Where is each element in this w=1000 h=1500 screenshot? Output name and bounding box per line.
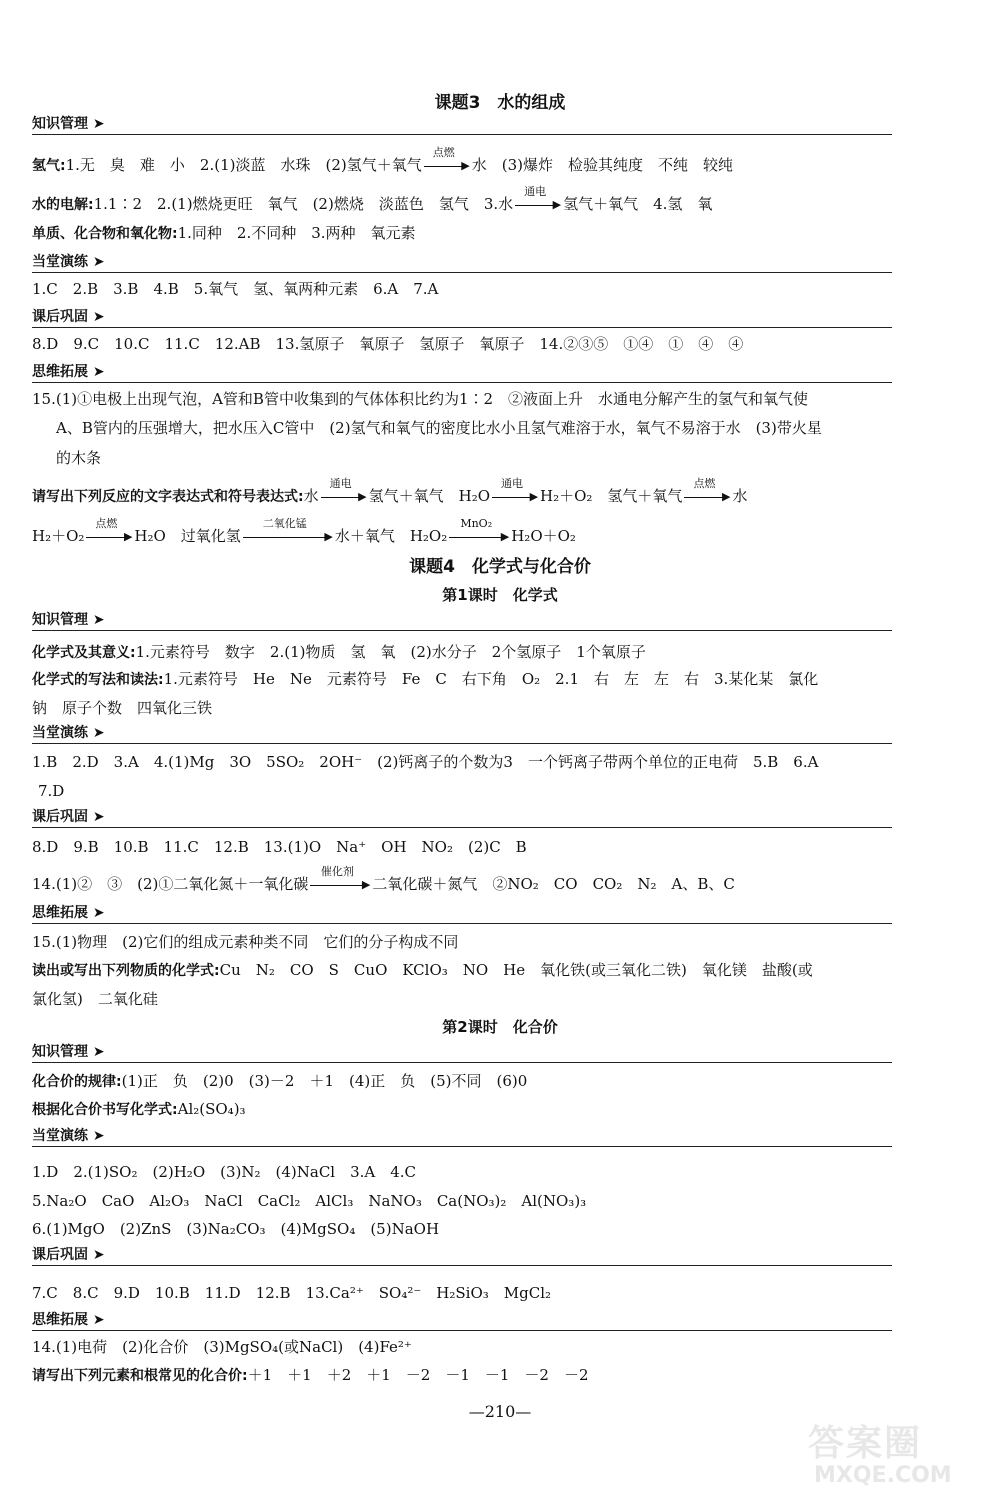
answer-line: 的木条 [56, 449, 102, 467]
arrow-condition: 通电 [501, 477, 524, 490]
lesson-title-3: 课题3 水的组成 [434, 93, 566, 113]
line-text: 14.(1)② ③ (2)①二氧化氮＋一氧化碳 [32, 875, 309, 893]
answer-line: 15.(1)物理 (2)它们的组成元素种类不同 它们的分子构成不同 [32, 933, 459, 951]
line-text: 氢气＋氧气 H₂O [368, 487, 491, 505]
line-text: H₂＋O₂ 氢气＋氧气 [540, 487, 683, 505]
answer-line [32, 669, 902, 690]
line-text: H₂O 过氧化氢 [134, 527, 241, 545]
answer-line: 8.D 9.B 10.B 11.C 12.B 13.(1)O Na⁺ OH NO₂ (2)C B [32, 838, 527, 856]
answer-line: 钠 原子个数 四氧化三铁 [32, 699, 213, 717]
line-text: 水＋氧气 H₂O₂ [334, 527, 448, 545]
reaction-arrow: 二氧化锰 ▶ [243, 527, 333, 541]
answer-line [32, 642, 902, 663]
section-label: 知识管理 ➤ [32, 1041, 109, 1061]
answer-line [32, 517, 902, 546]
line-text: 水 [303, 487, 319, 505]
answer-line: 6.(1)MgO (2)ZnS (3)Na₂CO₃ (4)MgSO₄ (5)NaOH [32, 1220, 440, 1238]
section-label: 思维拓展 ➤ [32, 361, 109, 381]
lesson-subtitle: 第2课时 化合价 [442, 1018, 558, 1036]
line-text: H₂O＋O₂ [511, 527, 576, 545]
watermark-logo [808, 1415, 993, 1497]
line-heading: 请写出下列元素和根常见的化合价: [32, 1368, 248, 1384]
answer-line [32, 477, 902, 507]
arrow-condition: MnO₂ [460, 517, 493, 530]
line-text: Cu N₂ CO S CuO KClO₃ NO He 氧化铁(或三氧化二铁) 氧化镁 盐酸(或 [219, 961, 813, 979]
section-label: 当堂演练 ➤ [32, 1125, 109, 1145]
section-header [32, 362, 892, 383]
section-label: 思维拓展 ➤ [32, 1309, 109, 1329]
reaction-arrow: 通电 ▶ [492, 487, 538, 501]
reaction-arrow: 通电 ▶ [515, 195, 561, 209]
answer-line: 1.D 2.(1)SO₂ (2)H₂O (3)N₂ (4)NaCl 3.A 4.C [32, 1163, 417, 1181]
section-header [32, 114, 892, 135]
answer-line: 1.C 2.B 3.B 4.B 5.氧气 氢、氧两种元素 6.A 7.A [32, 280, 439, 298]
answer-line [32, 223, 902, 244]
section-label: 知识管理 ➤ [32, 113, 109, 133]
answer-line: 氯化氢) 二氧化硅 [32, 990, 158, 1008]
line-text: 1.无 臭 难 小 2.(1)淡蓝 水珠 (2)氢气＋氧气 [65, 156, 422, 174]
reaction-arrow: 点燃 ▶ [86, 527, 132, 541]
line-heading: 根据化合价书写化学式: [32, 1102, 178, 1118]
lesson-subtitle: 第1课时 化学式 [442, 586, 558, 604]
line-heading: 读出或写出下列物质的化学式: [32, 963, 220, 979]
section-label: 知识管理 ➤ [32, 609, 109, 629]
reaction-arrow: 通电 ▶ [321, 487, 367, 501]
line-text: 水 (3)爆炸 检验其纯度 不纯 较纯 [471, 156, 733, 174]
reaction-arrow: 点燃 ▶ [684, 487, 730, 501]
answer-line [32, 185, 902, 215]
section-header [32, 1042, 892, 1063]
section-label: 课后巩固 ➤ [32, 1244, 109, 1264]
answer-line [32, 1365, 902, 1386]
line-text: 1.1∶2 2.(1)燃烧更旺 氧气 (2)燃烧 淡蓝色 氢气 3.水 [93, 195, 514, 213]
answer-line [32, 960, 902, 981]
arrow-condition: 通电 [524, 185, 547, 198]
reaction-arrow: 催化剂 ▶ [310, 875, 370, 889]
line-heading: 化学式的写法和读法: [32, 672, 164, 688]
section-header [32, 610, 892, 631]
line-heading: 氢气: [32, 158, 66, 174]
answer-line: A、B管内的压强增大，把水压入C管中 (2)氢气和氧气的密度比水小且氢气难溶于水，氧气不易溶于水 (3)带火星 [56, 419, 822, 437]
section-header [32, 252, 892, 273]
section-label: 课后巩固 ➤ [32, 806, 109, 826]
answer-line: 14.(1)电荷 (2)化合价 (3)MgSO₄(或NaCl) (4)Fe²⁺ [32, 1338, 412, 1356]
line-text: 1.元素符号 He Ne 元素符号 Fe C 右下角 O₂ 2.1 右 左 左 右 3.某化某 氯化 [163, 670, 819, 688]
answer-line: 5.Na₂O CaO Al₂O₃ NaCl CaCl₂ AlCl₃ NaNO₃ Ca(NO₃)₂ Al(NO₃)₃ [32, 1192, 587, 1210]
section-header [32, 807, 892, 828]
arrow-condition: 通电 [329, 477, 352, 490]
line-text: 二氧化碳＋氮气 ②NO₂ CO CO₂ N₂ A、B、C [372, 875, 735, 893]
arrow-condition: 二氧化锰 [262, 517, 307, 530]
section-label: 课后巩固 ➤ [32, 306, 109, 326]
section-header [32, 307, 892, 328]
line-text: 1.同种 2.不同种 3.两种 氧元素 [177, 224, 416, 242]
line-text: 1.元素符号 数字 2.(1)物质 氢 氧 (2)水分子 2个氢原子 1个氧原子 [135, 643, 646, 661]
answer-line [32, 1099, 902, 1120]
page-number: —210— [468, 1402, 532, 1421]
section-header [32, 723, 892, 744]
answer-line: 1.B 2.D 3.A 4.(1)Mg 3O 5SO₂ 2OH⁻ (2)钙离子的个数为3 一个钙离子带两个单位的正电荷 5.B 6.A [32, 753, 819, 771]
lesson-title-4: 课题4 化学式与化合价 [409, 557, 591, 577]
answer-line [32, 146, 902, 176]
arrow-condition: 点燃 [432, 146, 455, 159]
line-heading: 化学式及其意义: [32, 645, 136, 661]
arrow-condition: 点燃 [95, 517, 118, 530]
line-heading: 请写出下列反应的文字表达式和符号表达式: [32, 489, 304, 505]
section-label: 思维拓展 ➤ [32, 902, 109, 922]
reaction-arrow: MnO₂ ▶ [449, 527, 509, 541]
line-text: H₂＋O₂ [32, 527, 85, 545]
answer-line: 7.D [38, 782, 65, 800]
line-text: 氢气＋氧气 4.氢 氧 [563, 195, 713, 213]
section-header [32, 1310, 892, 1331]
line-text: Al₂(SO₄)₃ [177, 1100, 246, 1118]
line-text: ＋1 ＋1 ＋2 ＋1 －2 －1 －1 －2 －2 [247, 1366, 589, 1384]
line-text: (1)正 负 (2)0 (3)－2 ＋1 (4)正 负 (5)不同 (6)0 [121, 1072, 528, 1090]
watermark-url: MXQE.COM [814, 1463, 952, 1488]
line-heading: 单质、化合物和氧化物: [32, 226, 178, 242]
answer-line: 7.C 8.C 9.D 10.B 11.D 12.B 13.Ca²⁺ SO₄²⁻ H₂SiO₃ MgCl₂ [32, 1284, 552, 1302]
section-header [32, 1245, 892, 1266]
answer-line: 15.(1)①电极上出现气泡，A管和B管中收集到的气体体积比约为1∶2 ②液面上升 水通电分解产生的氢气和氧气使 [32, 390, 809, 408]
section-header [32, 1126, 892, 1147]
answer-line: 8.D 9.C 10.C 11.C 12.AB 13.氢原子 氧原子 氢原子 氧原子 14.②③⑤ ①④ ① ④ ④ [32, 335, 744, 353]
line-heading: 化合价的规律: [32, 1074, 122, 1090]
arrow-condition: 催化剂 [320, 865, 354, 878]
line-heading: 水的电解: [32, 197, 94, 213]
section-label: 当堂演练 ➤ [32, 722, 109, 742]
section-label: 当堂演练 ➤ [32, 251, 109, 271]
reaction-arrow: 点燃 ▶ [424, 156, 470, 170]
answer-line [32, 865, 902, 894]
line-text: 水 [732, 487, 748, 505]
answer-line [32, 1071, 902, 1092]
watermark-text: 答案圈 [808, 1423, 923, 1464]
section-header [32, 903, 892, 924]
arrow-condition: 点燃 [693, 477, 716, 490]
